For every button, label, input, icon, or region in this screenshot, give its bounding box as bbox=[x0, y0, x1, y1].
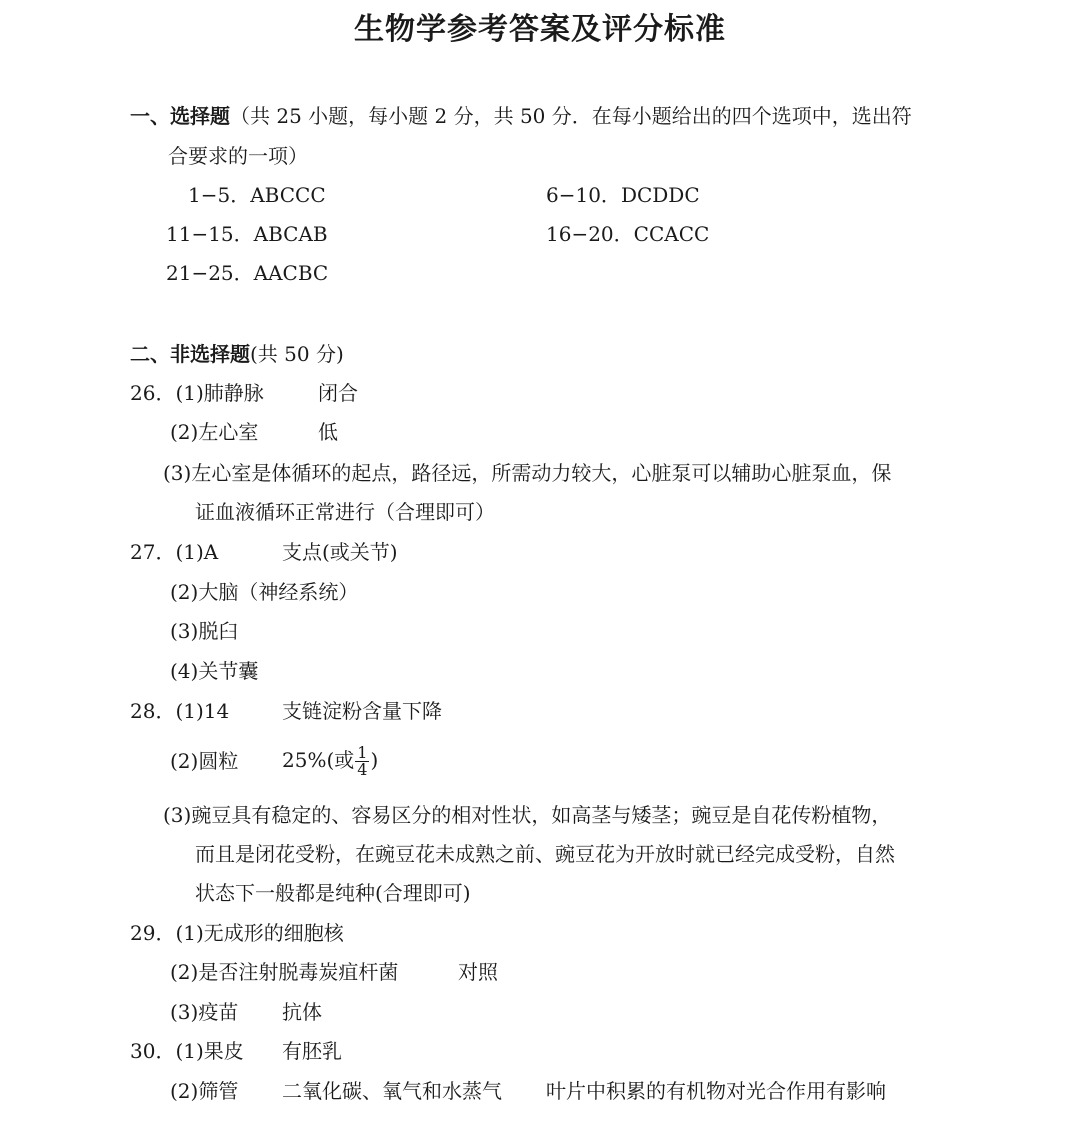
section1-note-cont: 合要求的一项） bbox=[168, 144, 308, 168]
answer-text: 闭合 bbox=[318, 381, 358, 405]
question-27-part2: (2)大脑（神经系统） bbox=[170, 580, 359, 604]
fraction-denominator: 4 bbox=[357, 760, 368, 779]
question-28-part3-cont: 状态下一般都是纯种(合理即可) bbox=[195, 881, 471, 905]
fraction-numerator: 1 bbox=[357, 743, 368, 762]
question-27-part3: (3)脱臼 bbox=[170, 619, 239, 643]
question-number: 27． bbox=[130, 540, 176, 564]
mc-range: 21−25． bbox=[166, 261, 254, 285]
answer-text: (1)无成形的细胞核 bbox=[175, 921, 344, 945]
mc-answer-row bbox=[546, 181, 700, 209]
answer-text: ) bbox=[370, 748, 379, 772]
section2-header bbox=[130, 340, 344, 368]
answer-text: 支链淀粉含量下降 bbox=[282, 699, 442, 723]
question-number: 30． bbox=[130, 1039, 176, 1063]
mc-range: 11−15． bbox=[166, 222, 254, 246]
mc-range: 6−10． bbox=[546, 183, 621, 207]
question-28-part1 bbox=[130, 697, 229, 725]
mc-answers: AACBC bbox=[253, 261, 329, 285]
question-number: 28． bbox=[130, 699, 176, 723]
answer-text: 有胚乳 bbox=[282, 1039, 342, 1063]
mc-answer-row bbox=[546, 220, 709, 248]
question-29-part3: (3)疫苗 bbox=[170, 1000, 239, 1024]
question-28-part3-cont: 而且是闭花受粉，在豌豆花未成熟之前、豌豆花为开放时就已经完成受粉，自然 bbox=[195, 842, 895, 866]
answer-text: 支点(或关节) bbox=[282, 540, 398, 564]
answer-text: (1)A bbox=[175, 540, 219, 564]
mc-range: 1−5． bbox=[188, 183, 251, 207]
mc-range: 16−20． bbox=[546, 222, 634, 246]
question-26-part1 bbox=[130, 379, 264, 407]
answer-text: 25%(或 bbox=[282, 748, 355, 772]
mc-answers: ABCAB bbox=[253, 222, 328, 246]
answer-text: (1)果皮 bbox=[175, 1039, 244, 1063]
mc-answers: CCACC bbox=[633, 222, 710, 246]
question-30-part1 bbox=[130, 1037, 244, 1065]
answer-text: 二氧化碳、氧气和水蒸气 bbox=[282, 1079, 502, 1103]
mc-answers: DCDDC bbox=[620, 183, 700, 207]
answer-text: (1)肺静脉 bbox=[175, 381, 264, 405]
question-28-part2: (2)圆粒 bbox=[170, 749, 239, 773]
section1-note: （共 25 小题，每小题 2 分，共 50 分．在每小题给出的四个选项中，选出符 bbox=[230, 104, 912, 128]
mc-answer-row bbox=[166, 259, 328, 287]
question-26-part2: (2)左心室 bbox=[170, 420, 259, 444]
question-number: 26． bbox=[130, 381, 176, 405]
section2-note: (共 50 分) bbox=[250, 342, 344, 366]
question-29-part2: (2)是否注射脱毒炭疽杆菌 bbox=[170, 960, 399, 984]
answer-text: 对照 bbox=[458, 960, 498, 984]
page-title: 生物学参考答案及评分标准 bbox=[354, 12, 726, 47]
question-26-part3: (3)左心室是体循环的起点，路径远，所需动力较大，心脏泵可以辅助心脏泵血，保 bbox=[163, 461, 892, 485]
answer-text: 叶片中积累的有机物对光合作用有影响 bbox=[546, 1079, 886, 1103]
section1-header bbox=[130, 102, 912, 130]
question-28-part3: (3)豌豆具有稳定的、容易区分的相对性状，如高茎与矮茎；豌豆是自花传粉植物， bbox=[163, 803, 892, 827]
answer-fraction-line bbox=[282, 745, 378, 778]
mc-answer-row bbox=[166, 220, 328, 248]
question-27-part1 bbox=[130, 538, 218, 566]
question-number: 29． bbox=[130, 921, 176, 945]
answer-text: (1)14 bbox=[175, 699, 230, 723]
fraction bbox=[355, 745, 369, 778]
question-29-part1 bbox=[130, 919, 344, 947]
question-30-part2: (2)筛管 bbox=[170, 1079, 239, 1103]
answer-text: 低 bbox=[318, 420, 338, 444]
question-27-part4: (4)关节囊 bbox=[170, 659, 259, 683]
mc-answer-row bbox=[188, 181, 326, 209]
section1-heading: 一、选择题 bbox=[130, 104, 230, 128]
question-26-part3-cont: 证血液循环正常进行（合理即可） bbox=[195, 500, 495, 524]
section2-heading: 二、非选择题 bbox=[130, 342, 250, 366]
answer-text: 抗体 bbox=[282, 1000, 322, 1024]
mc-answers: ABCCC bbox=[250, 183, 326, 207]
